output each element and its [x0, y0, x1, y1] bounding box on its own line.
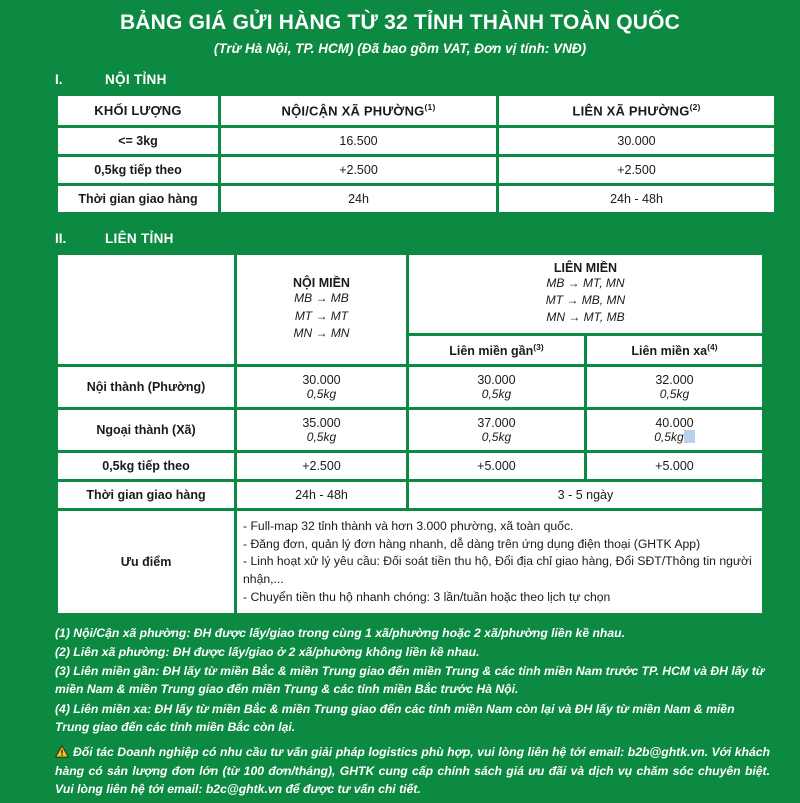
cell-noi-thanh-gan-price: 30.000: [477, 372, 516, 387]
cell-noi-thanh-xa-price: 32.000: [655, 372, 694, 387]
footnote-marker-1: (1): [424, 102, 436, 113]
cell-noi-thanh-gan-unit: 0,5kg: [481, 386, 512, 401]
table-row: [58, 482, 762, 508]
table-lien-tinh: [55, 252, 765, 617]
cell-ngoai-thanh-xa-unit: [591, 430, 758, 444]
cell-next-half-kg-noi-can: +2.500: [221, 157, 496, 183]
header-lien-mien-gan: [409, 336, 584, 364]
cell-3kg-lien-xa: 30.000: [499, 128, 774, 154]
section-one-number: I.: [55, 72, 63, 88]
lien-mien-flow-3: MN → MT, MB: [546, 310, 625, 325]
row-label-uu-diem: Ưu điểm: [58, 511, 234, 613]
row-label-delivery-time: Thời gian giao hàng: [58, 186, 218, 212]
cell-ngoai-thanh-xa: [587, 410, 762, 450]
header-lien-mien: [409, 255, 762, 333]
cell-delivery-time-lien-xa: 24h - 48h: [499, 186, 774, 212]
section-one-label: NỘI TỈNH: [105, 72, 167, 88]
cell-next-half-kg-lien-xa: +2.500: [499, 157, 774, 183]
table-row: [58, 157, 774, 183]
table-row: [58, 410, 762, 450]
header-khoi-luong: KHỐI LƯỢNG: [58, 96, 218, 124]
cell-noi-thanh-noi-mien: [237, 367, 406, 407]
row-label-next-half-kg: 0,5kg tiếp theo: [58, 157, 218, 183]
cell-ngoai-thanh-noi-mien: [237, 410, 406, 450]
row-label-delivery-time-2: Thời gian giao hàng: [58, 482, 234, 508]
cell-ngoai-thanh-xa-unit-text: 0,5kg: [654, 429, 684, 444]
cell-ngoai-thanh-gan-price: 37.000: [477, 415, 516, 430]
footnotes-block: [55, 624, 770, 735]
table-row: [58, 128, 774, 154]
table-row: [58, 511, 762, 613]
header-noi-mien-title: NỘI MIỀN: [293, 276, 350, 291]
noi-mien-flow-1: MB → MB: [294, 291, 349, 306]
header-noi-mien: [237, 255, 406, 364]
row-label-noi-thanh: Nội thành (Phường): [58, 367, 234, 407]
perk-item: - Linh hoạt xử lý yêu cầu: Đối soát tiền thu hộ, Đổi địa chỉ giao hàng, Đổi SĐT/Thông tin người nhận,...: [243, 554, 752, 586]
cell-ngoai-thanh-gan-unit: 0,5kg: [481, 429, 512, 444]
cell-noi-thanh-noi-mien-price: 30.000: [302, 372, 341, 387]
table-noi-tinh: [55, 93, 777, 214]
table-header-row: [58, 255, 762, 333]
cell-delivery-time-noi-can: 24h: [221, 186, 496, 212]
header-lien-mien-xa: [587, 336, 762, 364]
noi-mien-flow-3: MN → MN: [293, 325, 350, 340]
page-subtitle: (Trừ Hà Nội, TP. HCM) (Đã bao gồm VAT, Đơn vị tính: VNĐ): [213, 41, 587, 57]
header-noi-can-xa-phuong: [221, 96, 496, 124]
cell-delivery-time-noi-mien: 24h - 48h: [237, 482, 406, 508]
text-selection-highlight: [684, 430, 695, 443]
table-header-row: [58, 96, 774, 124]
footnote-1: (1) Nội/Cận xã phường: ĐH được lấy/giao trong cùng 1 xã/phường hoặc 2 xã/phường liền kề nhau.: [55, 626, 625, 641]
cell-noi-thanh-xa-unit: 0,5kg: [659, 386, 690, 401]
noi-mien-flow-2: MT → MT: [294, 308, 349, 323]
footnote-marker-2: (2): [689, 102, 701, 113]
cell-ngoai-thanh-noi-mien-price: 35.000: [302, 415, 341, 430]
header-lien-mien-gan-text: Liên miền gần: [449, 343, 534, 358]
cell-noi-thanh-gan: [409, 367, 584, 407]
perk-item: - Đăng đơn, quản lý đơn hàng nhanh, dễ dàng trên ứng dụng điện thoại (GHTK App): [243, 536, 701, 551]
footnote-4: (4) Liên miền xa: ĐH lấy từ miền Bắc & miền Trung giao đến các tỉnh miền Nam còn lại và ĐH lấy từ miền Nam & miền Trung giao đến các tỉnh miền Bắc còn lại.: [55, 701, 735, 734]
lien-mien-flow-2: MT → MB, MN: [545, 292, 626, 307]
cell-uu-diem-list: [237, 511, 762, 613]
cell-next-half-kg-noi-mien: +2.500: [237, 453, 406, 479]
page-title: BẢNG GIÁ GỬI HÀNG TỪ 32 TỈNH THÀNH TOÀN QUỐC: [119, 11, 681, 34]
cell-noi-thanh-noi-mien-unit: 0,5kg: [306, 386, 337, 401]
cell-next-half-kg-xa: +5.000: [587, 453, 762, 479]
footnote-marker-4: (4): [707, 341, 718, 352]
cell-delivery-time-lien-mien: 3 - 5 ngày: [409, 482, 762, 508]
cell-ngoai-thanh-xa-price: 40.000: [655, 415, 694, 430]
section-heading-noi-tinh: [55, 72, 790, 87]
header-lien-xa-phuong-text: LIÊN XÃ PHƯỜNG: [572, 103, 690, 119]
section-two-number: II.: [55, 230, 67, 246]
table-row: [58, 186, 774, 212]
footnote-3: (3) Liên miền gần: ĐH lấy từ miền Bắc & miền Trung giao đến miền Trung & các tỉnh miền Nam trước TP. HCM và ĐH lấy từ miền Nam & miền Trung giao đến miền Trung & các tỉnh miền Bắc trước Hà Nội.: [55, 664, 765, 697]
row-label-ngoai-thanh: Ngoại thành (Xã): [58, 410, 234, 450]
cell-noi-thanh-xa: [587, 367, 762, 407]
cell-ngoai-thanh-noi-mien-unit: 0,5kg: [306, 429, 337, 444]
cell-ngoai-thanh-gan: [409, 410, 584, 450]
footnote-2: (2) Liên xã phường: ĐH được lấy/giao ở 2 xã/phường không liền kề nhau.: [55, 645, 480, 660]
perk-item: - Chuyển tiền thu hộ nhanh chóng: 3 lần/tuần hoặc theo lịch tự chọn: [243, 589, 611, 604]
row-label-next-half-kg-2: 0,5kg tiếp theo: [58, 453, 234, 479]
cell-3kg-noi-can: 16.500: [221, 128, 496, 154]
section-two-label: LIÊN TỈNH: [105, 230, 174, 246]
section-heading-lien-tinh: [55, 231, 790, 246]
table-row: [58, 367, 762, 407]
lien-mien-flow-1: MB → MT, MN: [546, 275, 625, 290]
header-noi-can-xa-phuong-text: NỘI/CẬN XÃ PHƯỜNG: [281, 103, 425, 119]
footnote-marker-3: (3): [533, 341, 544, 352]
cell-next-half-kg-gan: +5.000: [409, 453, 584, 479]
warning-note: [55, 743, 770, 800]
table-row: [58, 453, 762, 479]
header-lien-mien-title: LIÊN MIỀN: [553, 260, 618, 275]
warning-triangle-icon: [55, 745, 69, 758]
warning-text: Đối tác Doanh nghiệp có nhu cầu tư vấn giải pháp logistics phù hợp, vui lòng liên hệ tới email: b2b@ghtk.vn. Với khách hàng có sản lượng đơn lớn (từ 100 đơn/tháng), GHTK cung cấp chính sách giá ưu đãi và dịch vụ chăm sóc chuyên biệt. Vui lòng liên hệ tới email: b2c@ghtk.vn để được tư vấn chi tiết.: [55, 744, 770, 797]
perk-item: - Full-map 32 tỉnh thành và hơn 3.000 phường, xã toàn quốc.: [243, 518, 574, 533]
header-blank-corner: [58, 255, 234, 364]
row-label-3kg: <= 3kg: [58, 128, 218, 154]
header-lien-xa-phuong: [499, 96, 774, 124]
header-lien-mien-xa-text: Liên miền xa: [631, 343, 708, 358]
